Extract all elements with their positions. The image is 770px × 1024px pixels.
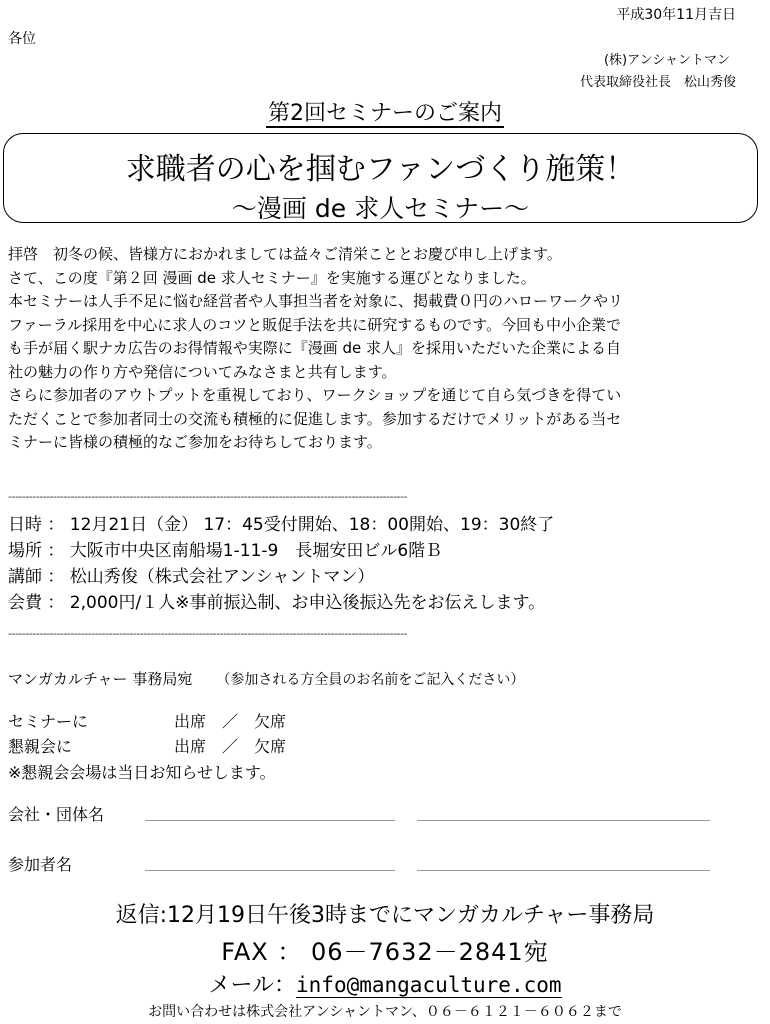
seminar-label: セミナーに xyxy=(8,712,89,731)
addressee: 各位 xyxy=(8,31,36,47)
seminar-title-text: 第2回セミナーのご案内 xyxy=(268,101,502,126)
body-line: 本セミナーは人手不足に悩む経営者や人事担当者を対象に、掲載費０円のハローワークやリ xyxy=(8,292,624,310)
body-line: ただくことで参加者同士の交流も積極的に促進します。参加するだけでメリットがある当セ xyxy=(8,409,622,428)
contact-info: お問い合わせは株式会社アンシャントマン、０６－６１２１－６０６２まで xyxy=(148,1004,622,1020)
company-field-line-1[interactable] xyxy=(145,820,395,821)
info-datetime: 日時 ： 12月21日（金） 17：45受付開始、18：00開始、19：30終了 xyxy=(8,515,555,535)
mail-label: メール： xyxy=(208,973,297,998)
fax-number: FAX ： 06－7632－2841宛 xyxy=(221,938,549,966)
body-line: ミナーに皆様の積極的なご参加をお待ちしております。 xyxy=(8,433,382,451)
sender-company: (株)アンシャントマン xyxy=(603,53,730,68)
party-label: 懇親会に xyxy=(8,737,73,756)
divider-top: ------------------------------------------------------------------------------------------------------------------- xyxy=(8,490,407,503)
body-line: さらに参加者のアウトプットを重視しており、ワークショップを通じて自ら気づきを得てい xyxy=(8,386,622,404)
body-line: も手が届く駅ナカ広告のお得情報や実際に『漫画 de 求人』を採用いただいた企業による自 xyxy=(8,339,621,357)
info-place: 場所 ： 大阪市中央区南船場1-11-9 長堀安田ビル6階Ｂ xyxy=(8,541,443,561)
body-line: 社の魅力の作り方や発信についてみなさまと共有します。 xyxy=(8,362,397,381)
subtitle: ～漫画 de 求人セミナー～ xyxy=(231,194,530,223)
reply-deadline: 返信:12月19日午後3時までにマンガカルチャー事務局 xyxy=(115,903,655,928)
office-name: マンガカルチャー 事務局宛 xyxy=(8,670,193,688)
body-line: さて、この度『第２回 漫画 de 求人セミナー』を実施する運びとなりました。 xyxy=(8,268,536,287)
main-title: 求職者の心を掴むファンづくり施策！ xyxy=(125,152,636,187)
participant-field-line-1[interactable] xyxy=(145,870,395,871)
office-line xyxy=(8,668,524,689)
info-fee: 会費 ： 2,000円/１人※事前振込制、お申込後振込先をお伝えします。 xyxy=(8,593,546,613)
title-box xyxy=(3,133,758,223)
body-line: ファーラル採用を中心に求人のコツと販促手法を共に研究するものです。今回も中小企業で xyxy=(8,315,622,334)
office-note: （参加される方全員のお名前をご記入ください） xyxy=(216,672,525,688)
issue-date: 平成30年11月吉日 xyxy=(616,7,736,23)
company-label: 会社・団体名 xyxy=(8,805,105,824)
event-info xyxy=(8,512,554,616)
party-attendance[interactable] xyxy=(8,734,286,757)
sender-ceo: 代表取締役社長 松山秀俊 xyxy=(579,75,736,90)
letter-body xyxy=(8,243,623,455)
participant-field-line-2[interactable] xyxy=(417,870,710,871)
mail-line xyxy=(0,968,770,999)
info-lecturer: 講師 ： 松山秀俊（株式会社アンシャントマン） xyxy=(8,567,375,587)
participant-label: 参加者名 xyxy=(8,855,73,874)
seminar-choice[interactable]: 出席 ／ 欠席 xyxy=(174,712,287,731)
body-line: 拝啓 初冬の候、皆様方におかれましては益々ご清栄こととお慶び申し上げます。 xyxy=(8,245,562,263)
mail-address-link[interactable]: info@mangaculture.com xyxy=(296,973,562,997)
seminar-attendance[interactable] xyxy=(8,709,286,732)
company-field-line-2[interactable] xyxy=(417,820,710,821)
seminar-title xyxy=(0,96,770,127)
divider-bottom: ------------------------------------------------------------------------------------------------------------------- xyxy=(8,627,407,640)
party-note: ※懇親会会場は当日お知らせします。 xyxy=(8,763,276,782)
party-choice[interactable]: 出席 ／ 欠席 xyxy=(174,737,287,756)
